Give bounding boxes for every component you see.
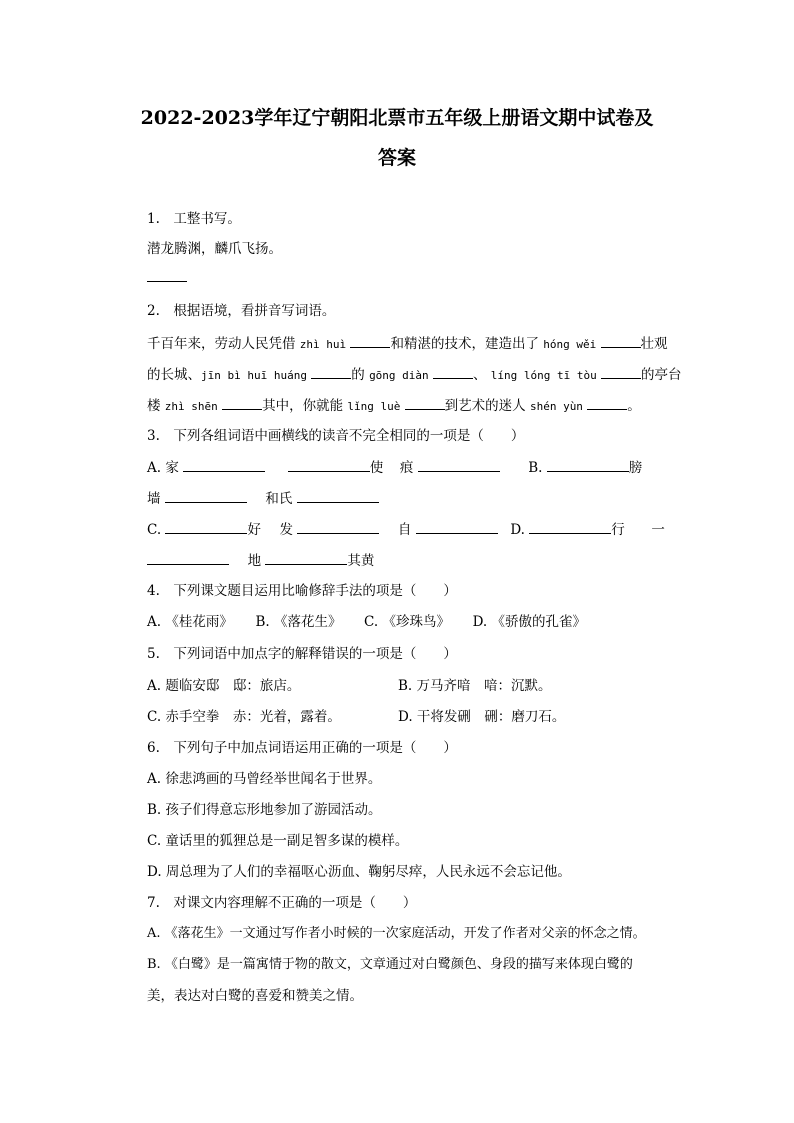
- question-6-option-d: D. 周总理为了人们的幸福呕心沥血、鞠躬尽瘁，人民永远不会忘记他。: [147, 864, 571, 880]
- text: 墙: [147, 491, 161, 507]
- question-1-answer-line: [147, 268, 187, 287]
- answer-blank: [529, 520, 611, 534]
- option-d-label: D.: [510, 522, 525, 538]
- question-2-line-3: [147, 396, 641, 416]
- text: 和精湛的技术，建造出了: [390, 336, 539, 352]
- text: 楼: [147, 398, 161, 414]
- pinyin: gōng diàn: [369, 369, 429, 382]
- text: 一: [651, 522, 665, 538]
- answer-blank[interactable]: [587, 396, 627, 410]
- question-2-stem: 2. 根据语境，看拼音写词语。: [147, 303, 336, 319]
- text: 壮观: [640, 336, 668, 352]
- text: 其黄: [347, 553, 375, 569]
- text: 。: [627, 398, 641, 414]
- answer-blank[interactable]: [601, 365, 641, 379]
- question-4-options: [147, 613, 586, 631]
- text: 到艺术的迷人: [444, 398, 526, 414]
- answer-blank[interactable]: [601, 334, 641, 348]
- answer-blank: [265, 551, 347, 565]
- question-5-option-c: C. 赤手空拳 赤：光着，露着。: [147, 709, 341, 725]
- text: 其中，你就能: [262, 398, 344, 414]
- question-6-option-b: B. 孩子们得意忘形地参加了游园活动。: [147, 802, 382, 818]
- question-7-option-b-line-1: B. 《白鹭》是一篇寓情于物的散文，文章通过对白鹭颜色、身段的描写来体现白鹭的: [147, 957, 633, 972]
- answer-blank[interactable]: [405, 396, 445, 410]
- answer-blank[interactable]: [147, 268, 187, 282]
- answer-blank: [288, 458, 370, 472]
- question-6-option-a: A. 徐悲鸿画的马曾经举世闻名于世界。: [147, 771, 382, 787]
- text: 使: [369, 460, 384, 476]
- option-c-label: C.: [147, 522, 162, 538]
- answer-blank: [147, 551, 229, 565]
- text: 痕: [399, 460, 414, 476]
- answer-blank: [297, 489, 379, 503]
- question-1-text: 潜龙腾渊，麟爪飞扬。: [147, 241, 282, 257]
- option-a-label: A. 家: [147, 460, 179, 476]
- option-b: B. 《落花生》: [255, 614, 342, 630]
- text: 的: [351, 367, 365, 383]
- question-7-stem: 7. 对课文内容理解不正确的一项是（ ）: [147, 895, 417, 911]
- answer-blank: [165, 520, 247, 534]
- text: 千百年来，劳动人民凭借: [147, 336, 296, 352]
- document-title-line-2: 答案: [377, 147, 416, 169]
- text: 行: [611, 522, 625, 538]
- answer-blank[interactable]: [433, 365, 473, 379]
- text: 地: [247, 553, 262, 569]
- answer-blank[interactable]: [311, 365, 351, 379]
- answer-blank: [183, 458, 265, 472]
- text: 和氏: [265, 491, 293, 507]
- option-b-label: B.: [528, 460, 543, 476]
- question-3-stem: 3. 下列各组词语中画横线的读音不完全相同的一项是（ ）: [147, 428, 525, 444]
- answer-blank: [547, 458, 629, 472]
- question-2-line-2: [147, 365, 682, 385]
- answer-blank: [165, 489, 247, 503]
- option-a: A. 《桂花雨》: [147, 614, 233, 630]
- option-d: D. 《骄傲的孔雀》: [472, 614, 587, 630]
- question-6-stem: 6. 下列句子中加点词语运用正确的一项是（ ）: [147, 740, 457, 756]
- answer-blank: [297, 520, 379, 534]
- pinyin: líng lóng tī tòu: [490, 369, 597, 382]
- text: 的长城、: [147, 367, 201, 383]
- question-7-option-a: A. 《落花生》一文通过写作者小时候的一次家庭活动，开发了作者对父亲的怀念之情。: [147, 926, 646, 941]
- text: 发: [279, 522, 294, 538]
- question-3-option-a-b: [147, 458, 642, 477]
- pinyin: zhì shēn: [164, 400, 218, 413]
- text: 自: [397, 522, 412, 538]
- pinyin: hóng wěi: [543, 338, 597, 351]
- answer-blank[interactable]: [350, 334, 390, 348]
- pinyin: zhì huì: [299, 338, 347, 351]
- text: 膀: [628, 460, 643, 476]
- pinyin: lǐng luè: [347, 400, 401, 413]
- pinyin: shén yùn: [529, 400, 583, 413]
- question-5-stem: 5. 下列词语中加点字的解释错误的一项是（ ）: [147, 646, 457, 662]
- question-3-option-b-cont: [147, 489, 379, 508]
- answer-blank[interactable]: [222, 396, 262, 410]
- question-7-option-b-line-2: 美，表达对白鹭的喜爱和赞美之情。: [147, 988, 363, 1004]
- text: 好: [247, 522, 261, 538]
- document-title-line-1: 2022-2023学年辽宁朝阳北票市五年级上册语文期中试卷及: [140, 107, 654, 129]
- question-4-stem: 4. 下列课文题目运用比喻修辞手法的项是（ ）: [147, 583, 457, 599]
- question-5-option-d: D. 干将发硎 硎：磨刀石。: [398, 709, 566, 725]
- question-2-line-1: [147, 334, 668, 354]
- question-6-option-c: C. 童话里的狐狸总是一副足智多谋的模样。: [147, 833, 409, 849]
- option-c: C. 《珍珠鸟》: [364, 614, 450, 630]
- text: 的亭台: [641, 367, 682, 383]
- question-5-option-a: A. 题临安邸 邸：旅店。: [147, 678, 301, 694]
- question-1-stem: 1. 工整书写。: [147, 211, 241, 227]
- pinyin: jīn bì huī huáng: [201, 369, 307, 382]
- question-3-option-c-d: [147, 520, 665, 539]
- answer-blank: [418, 458, 500, 472]
- question-3-option-d-cont: [147, 551, 374, 570]
- question-5-option-b: B. 万马齐喑 喑：沉默。: [398, 678, 552, 694]
- text: 、: [472, 367, 487, 383]
- answer-blank: [416, 520, 498, 534]
